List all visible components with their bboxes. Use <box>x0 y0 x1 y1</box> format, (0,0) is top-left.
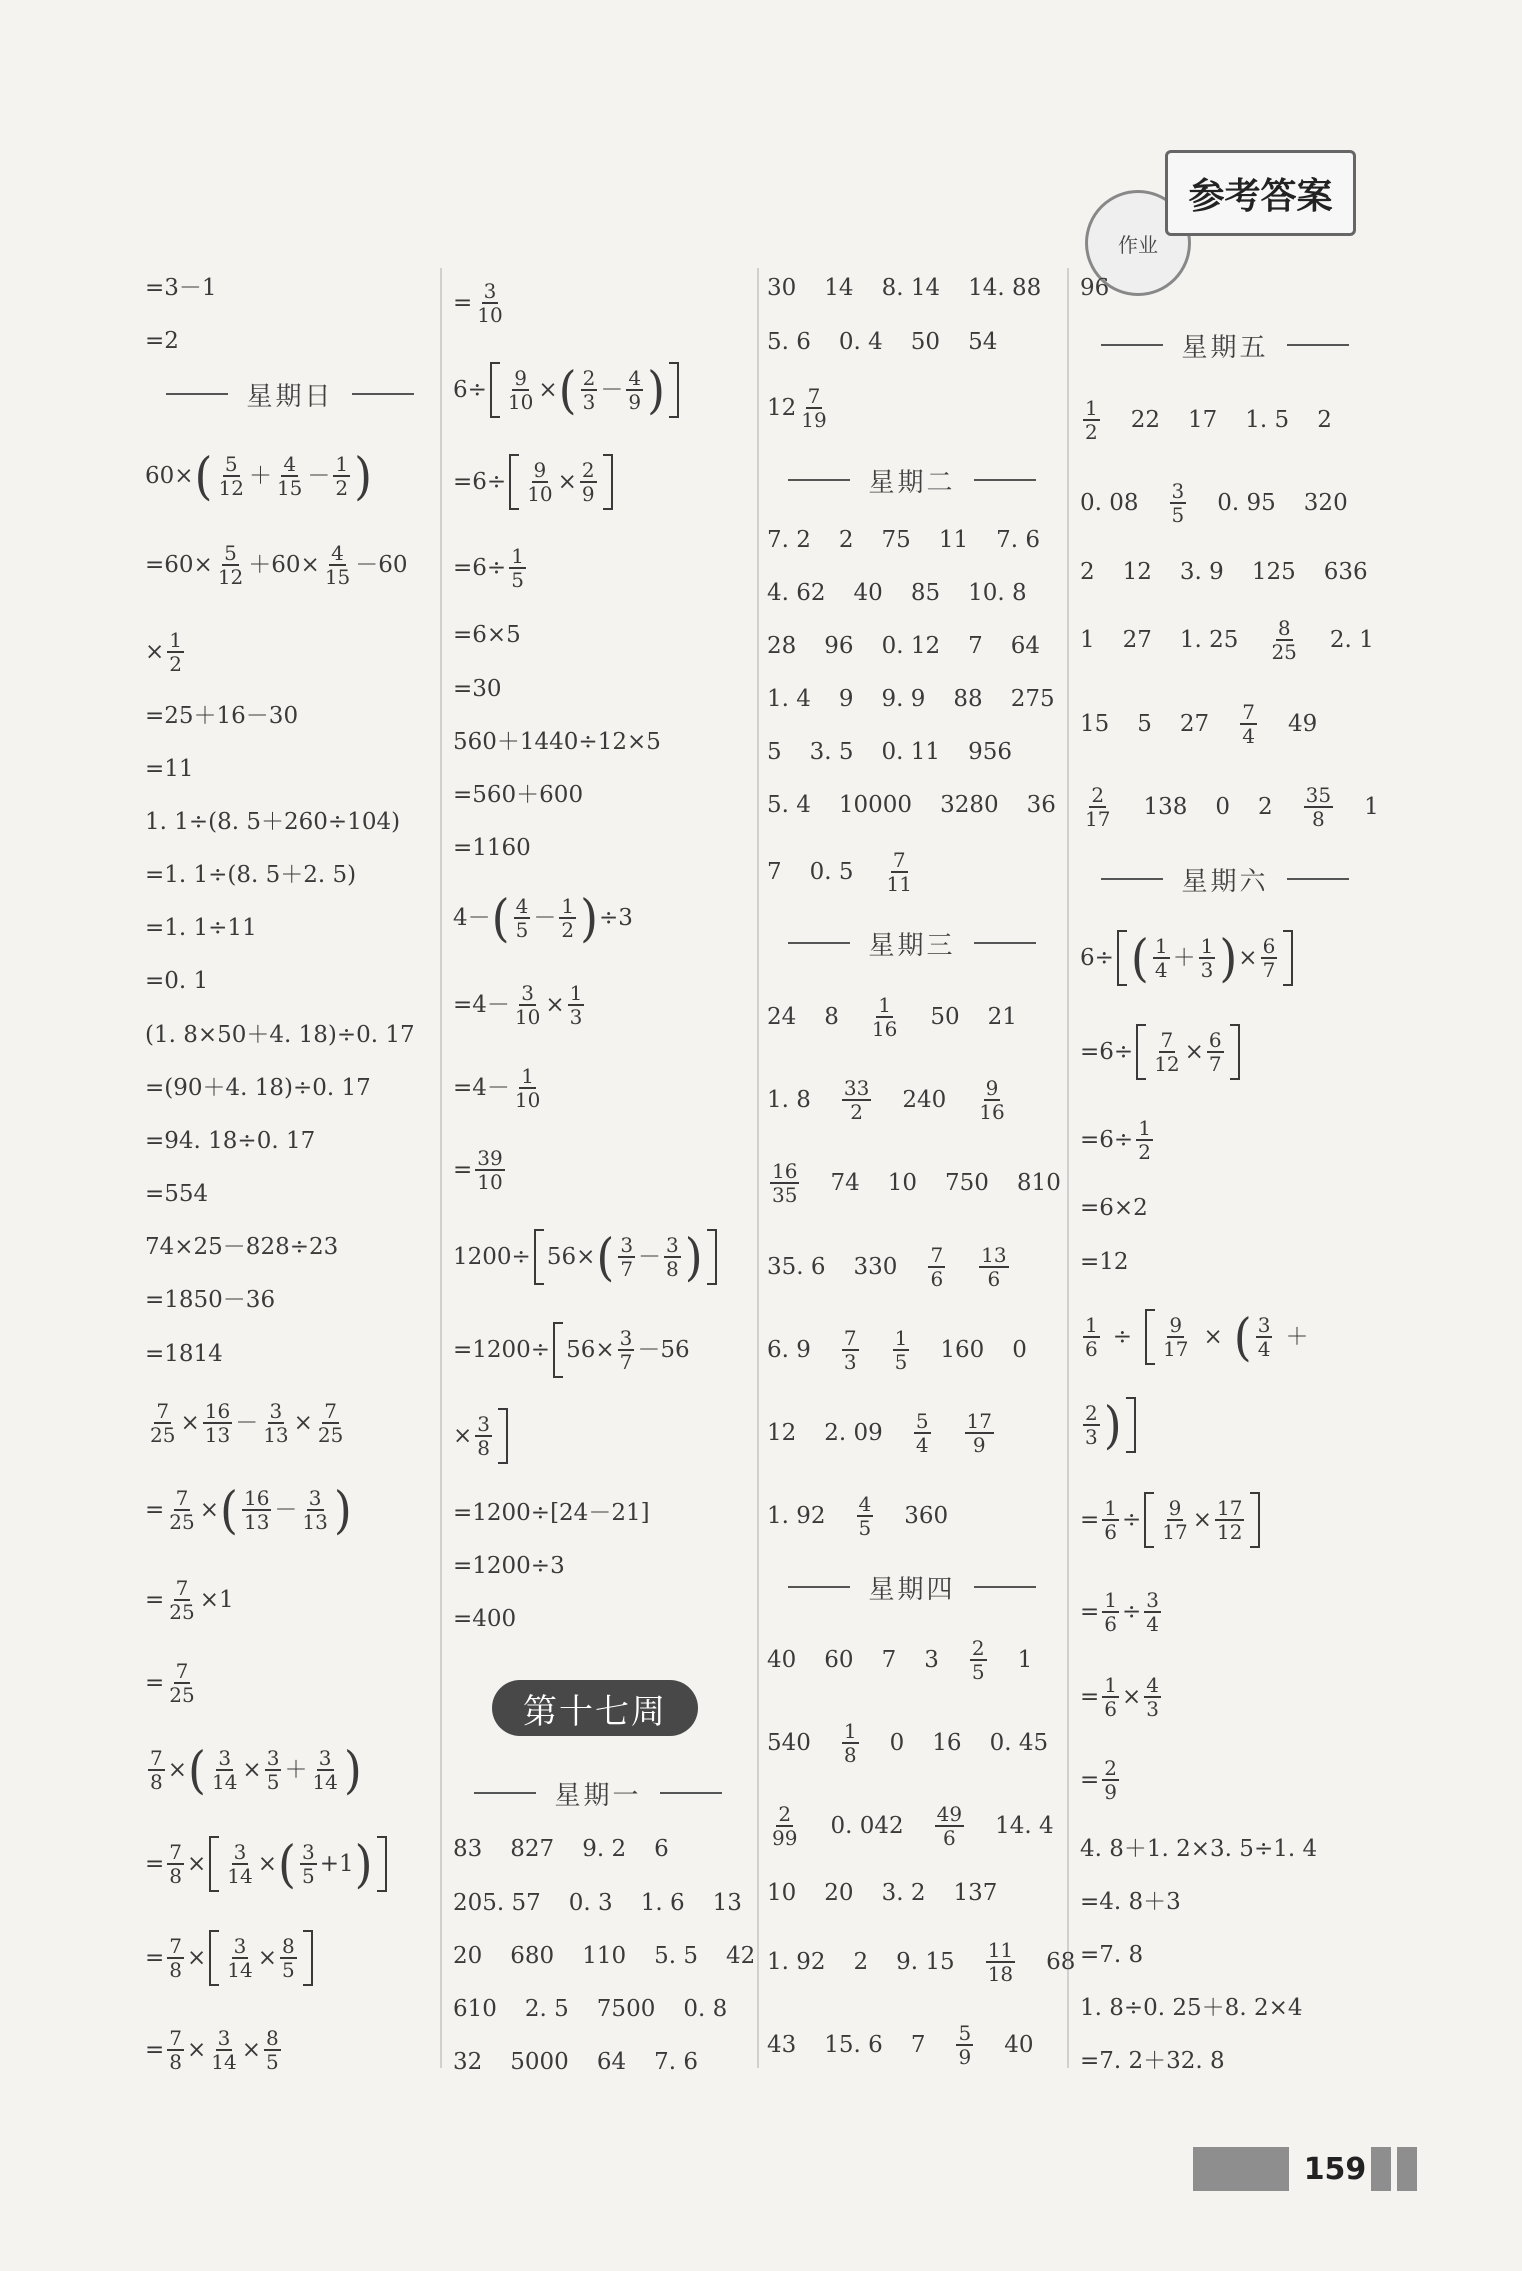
math-line: =(90＋4. 18)÷0. 17 <box>145 1075 371 1101</box>
math-line: =6×5 <box>453 622 521 648</box>
math-line: =7. 8 <box>1080 1942 1144 1968</box>
column-divider <box>1067 268 1069 2068</box>
answer-row: 1 27 1. 25 $\frac{8}{25}$ 2. 1 <box>1080 616 1374 664</box>
math-line: =1. 1÷11 <box>145 915 257 941</box>
answer-row: 24 8 $\frac{1}{16}$ 50 21 <box>767 993 1017 1041</box>
day-heading-sunday: 星期日 <box>145 374 435 414</box>
math-line: 4. 8＋1. 2×3. 5÷1. 4 <box>1080 1836 1318 1862</box>
answer-row: $\frac{2}{99}$ 0. 042 $\frac{49}{6}$ 14. 4 <box>772 1802 1054 1850</box>
math-line: =1200÷ 56× $\frac{3}{7}$ －56 <box>453 1315 690 1385</box>
math-line: =3－1 <box>145 275 217 301</box>
math-line: =6÷ $\frac{9}{10}$ × $\frac{2}{9}$ <box>453 447 616 517</box>
math-line: $\frac{2}{3}$ ) <box>1080 1390 1139 1460</box>
answer-row: 30 14 8. 14 14. 88 <box>767 275 1042 301</box>
answer-row: $\frac{2}{17}$ 138 0 2 $\frac{35}{8}$ 1 <box>1085 783 1379 831</box>
math-line: =6÷ $\frac{1}{2}$ <box>1080 1116 1151 1164</box>
math-line: =400 <box>453 1606 517 1632</box>
answer-row: 7 0. 5 $\frac{7}{11}$ <box>767 848 912 896</box>
answer-row: 5 3. 5 0. 11 956 <box>767 739 1012 765</box>
answer-row: 12 2. 09 $\frac{5}{4}$ $\frac{17}{9}$ <box>767 1409 992 1457</box>
answer-row: 5. 4 10000 3280 36 <box>767 792 1056 818</box>
page-number: 159 <box>1303 2151 1367 2187</box>
math-line: = $\frac{7}{8}$ × $\frac{3}{14}$ × ( $\frac{3}{5}$ +1 ) <box>145 1829 390 1899</box>
math-line: 6÷ $\frac{9}{10}$ × ( $\frac{2}{3}$ － $\frac{4}{9}$ ) <box>453 355 682 425</box>
math-line: =6×2 <box>1080 1195 1148 1221</box>
day-heading-thursday: 星期四 <box>767 1567 1057 1607</box>
math-line: $\frac{7}{25}$ × $\frac{16}{13}$ － $\frac{3}{13}$ × $\frac{7}{25}$ <box>150 1399 344 1447</box>
answer-key-title: 参考答案 <box>1165 150 1356 236</box>
day-heading-wednesday: 星期三 <box>767 923 1057 963</box>
math-line: =560＋600 <box>453 782 584 808</box>
math-line: × $\frac{1}{2}$ <box>145 628 183 676</box>
day-heading-monday: 星期一 <box>453 1773 743 1813</box>
answer-row: 6. 9 $\frac{7}{3}$ $\frac{1}{5}$ 160 0 <box>767 1326 1027 1374</box>
math-line: =2 <box>145 328 179 354</box>
math-line: (1. 8×50＋4. 18)÷0. 17 <box>145 1022 415 1048</box>
math-line: = $\frac{2}{9}$ <box>1080 1756 1118 1804</box>
math-line: 1. 8÷0. 25＋8. 2×4 <box>1080 1995 1303 2021</box>
answer-row: 1. 8 $\frac{33}{2}$ 240 $\frac{9}{16}$ <box>767 1076 1005 1124</box>
math-line: =30 <box>453 676 502 702</box>
math-line: =1160 <box>453 835 531 861</box>
math-line: =4. 8＋3 <box>1080 1889 1181 1915</box>
math-line: $\frac{7}{8}$ × ( $\frac{3}{14}$ × $\frac{3}{5}$ ＋ $\frac{3}{14}$ ) <box>150 1740 362 1800</box>
answer-row: 4. 62 40 85 10. 8 <box>767 580 1027 606</box>
math-line: =12 <box>1080 1249 1129 1275</box>
answer-row: 35. 6 330 $\frac{7}{6}$ $\frac{13}{6}$ <box>767 1243 1007 1291</box>
math-line: × $\frac{3}{8}$ <box>453 1401 511 1471</box>
homework-badge: 作业 <box>1085 190 1191 296</box>
math-line: 74×25－828÷23 <box>145 1234 339 1260</box>
math-line: $\frac{1}{6}$ ÷ $\frac{9}{17}$ × ( $\frac{3}{4}$ ＋ <box>1085 1307 1309 1367</box>
answer-row: 1. 92 2 9. 15 $\frac{11}{18}$ 68 <box>767 1938 1076 1986</box>
math-line: = $\frac{1}{6}$ ÷ $\frac{9}{17}$ × $\frac{17}{12}$ <box>1080 1485 1263 1555</box>
answer-row: 28 96 0. 12 7 64 <box>767 633 1041 659</box>
math-line: =4－ $\frac{1}{10}$ <box>453 1064 541 1112</box>
answer-row: 5. 6 0. 4 50 54 <box>767 329 998 355</box>
math-line: =7. 2＋32. 8 <box>1080 2048 1225 2074</box>
math-line: =1200÷3 <box>453 1553 565 1579</box>
math-line: =25＋16－30 <box>145 703 299 729</box>
day-heading-tuesday: 星期二 <box>767 460 1057 500</box>
answer-row: 20 680 110 5. 5 42 <box>453 1943 756 1969</box>
math-line: = $\frac{7}{25}$ ×1 <box>145 1576 234 1624</box>
math-line: =6÷ $\frac{7}{12}$ × $\frac{6}{7}$ <box>1080 1017 1243 1087</box>
answer-row: 32 5000 64 7. 6 <box>453 2049 698 2075</box>
math-line: = $\frac{39}{10}$ <box>453 1146 503 1194</box>
day-heading-saturday: 星期六 <box>1080 859 1370 899</box>
math-line: 6÷ ( $\frac{1}{4}$ ＋ $\frac{1}{3}$ ) × $\frac{6}{7}$ <box>1080 923 1296 993</box>
math-line: =6÷ $\frac{1}{5}$ <box>453 544 524 592</box>
answer-row: 43 15. 6 7 $\frac{5}{9}$ 40 <box>767 2021 1034 2069</box>
math-line: =0. 1 <box>145 968 209 994</box>
answer-key-banner <box>1085 150 1375 280</box>
answer-row: $\frac{16}{35}$ 74 10 750 810 <box>772 1159 1061 1207</box>
answer-row: 610 2. 5 7500 0. 8 <box>453 1996 728 2022</box>
math-line: = $\frac{1}{6}$ × $\frac{4}{3}$ <box>1080 1673 1160 1721</box>
answer-row: 83 827 9. 2 6 <box>453 1836 669 1862</box>
math-line: 1200÷ 56× ( $\frac{3}{7}$ － $\frac{3}{8}$ ) <box>453 1222 720 1292</box>
math-line: = $\frac{7}{25}$ × ( $\frac{16}{13}$ － $\frac{3}{13}$ ) <box>145 1480 352 1540</box>
math-line: 60× ( $\frac{5}{12}$ ＋ $\frac{4}{15}$ － $\frac{1}{2}$ ) <box>145 446 373 506</box>
math-line: =1850－36 <box>145 1287 276 1313</box>
answer-row: 40 60 7 3 $\frac{2}{5}$ 1 <box>767 1636 1033 1684</box>
math-line: =1814 <box>145 1341 223 1367</box>
math-line: =11 <box>145 756 194 782</box>
answer-row: $\frac{1}{2}$ 22 17 1. 5 2 <box>1085 396 1332 444</box>
answer-row: 2 12 3. 9 125 636 <box>1080 559 1368 585</box>
math-line: = $\frac{7}{8}$ × $\frac{3}{14}$ × $\frac{8}{5}$ <box>145 2026 279 2074</box>
math-line: = $\frac{7}{25}$ <box>145 1659 195 1707</box>
math-line: =94. 18÷0. 17 <box>145 1128 316 1154</box>
math-line: =1200÷[24－21] <box>453 1500 650 1526</box>
math-line: = $\frac{1}{6}$ ÷ $\frac{3}{4}$ <box>1080 1588 1160 1636</box>
week-label: 第十七周 <box>492 1680 698 1736</box>
math-line: =60× $\frac{5}{12}$ ＋60× $\frac{4}{15}$ －60 <box>145 541 408 589</box>
answer-row: 1. 4 9 9. 9 88 275 <box>767 686 1055 712</box>
math-line: = $\frac{7}{8}$ × $\frac{3}{14}$ × $\frac{8}{5}$ <box>145 1923 316 1993</box>
math-line: = $\frac{3}{10}$ <box>453 279 503 327</box>
answer-row: 0. 08 $\frac{3}{5}$ 0. 95 320 <box>1080 479 1348 527</box>
day-heading-friday: 星期五 <box>1080 325 1370 365</box>
math-line: 4－ ( $\frac{4}{5}$ － $\frac{1}{2}$ ) ÷3 <box>453 888 633 948</box>
answer-row: 1. 92 $\frac{4}{5}$ 360 <box>767 1492 949 1540</box>
answer-row: 205. 57 0. 3 1. 6 13 <box>453 1890 742 1916</box>
math-line: 560＋1440÷12×5 <box>453 729 661 755</box>
column-divider <box>757 268 759 2068</box>
answer-row: 10 20 3. 2 137 <box>767 1880 998 1906</box>
answer-row: 7. 2 2 75 11 7. 6 <box>767 527 1040 553</box>
column-divider <box>440 268 442 2068</box>
answer-row: 15 5 27 $\frac{7}{4}$ 49 <box>1080 700 1318 748</box>
math-line: 1. 1÷(8. 5＋260÷104) <box>145 809 401 835</box>
math-line: =554 <box>145 1181 209 1207</box>
answer-row: 540 $\frac{1}{8}$ 0 16 0. 45 <box>767 1719 1049 1767</box>
math-line: =1. 1÷(8. 5＋2. 5) <box>145 862 357 888</box>
math-line: =4－ $\frac{3}{10}$ × $\frac{1}{3}$ <box>453 981 583 1029</box>
answer-row: 96 <box>1080 275 1110 301</box>
answer-row: 12 $\frac{7}{19}$ <box>767 384 827 432</box>
